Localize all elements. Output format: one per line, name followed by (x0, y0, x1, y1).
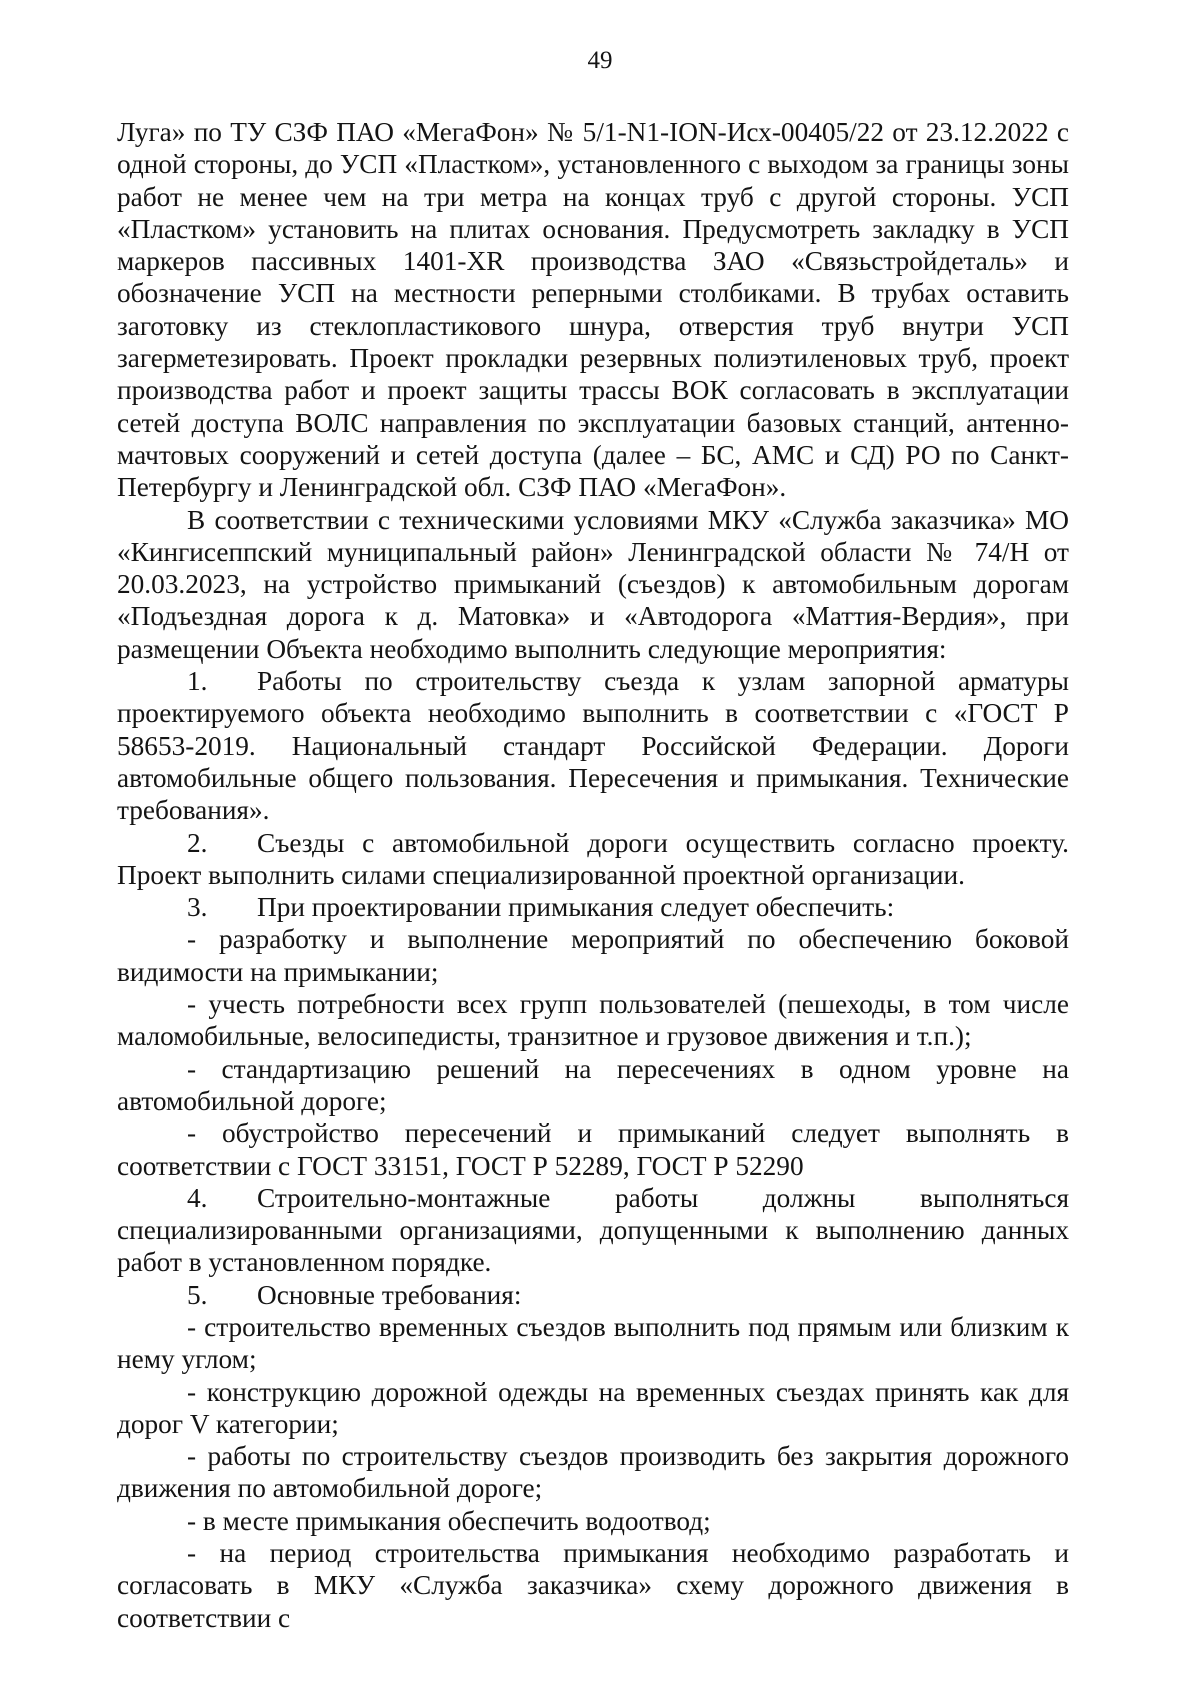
list-item-3 (117, 891, 1069, 923)
bullet-item: - на период строительства примыкания необходимо разработать и согласовать в МКУ «Служба заказчика» схему дорожного движения в соответствии с (117, 1538, 1069, 1633)
list-item-number: 1. (187, 666, 208, 697)
list-item-text: Работы по строительству съезда к узлам запорной арматуры проектируемого объекта необходимо выполнить в соответствии с «ГОСТ Р 58653-2019. Национальный стандарт Российской Федерации. Дороги автомобильные общего пользования. Пересечения и примыкания. Технические требования». (117, 666, 1069, 826)
list-item-number: 5. (187, 1279, 208, 1310)
bullet-item: - учесть потребности всех групп пользователей (пешеходы, в том числе маломобильные, велосипедисты, транзитное и грузовое движения и т.п.); (117, 989, 1069, 1052)
bullet-item: - обустройство пересечений и примыканий следует выполнять в соответствии с ГОСТ 33151, ГОСТ Р 52289, ГОСТ Р 52290 (117, 1118, 1069, 1181)
bullet-item: - стандартизацию решений на пересечениях в одном уровне на автомобильной дороге; (117, 1053, 1069, 1116)
page-number: 49 (587, 47, 613, 74)
bullet-item: - в месте примыкания обеспечить водоотвод; (187, 1505, 711, 1536)
bullet-item: - работы по строительству съездов производить без закрытия дорожного движения по автомобильной дороге; (117, 1441, 1069, 1504)
bullet-item: - разработку и выполнение мероприятий по обеспечению боковой видимости на примыкании; (117, 924, 1069, 987)
list-item-4 (117, 1182, 1069, 1279)
list-item-text: Строительно-монтажные работы должны выполняться специализированными организациями, допущенными к выполнению данных работ в установленном порядке. (117, 1182, 1069, 1278)
list-item-1 (117, 665, 1069, 826)
paragraph-technical-conditions: В соответствии с техническими условиями МКУ «Служба заказчика» МО «Кингисеппский муниципальный район» Ленинградской области № 74/Н от 20.03.2023, на устройство примыканий (съездов) к автомобильным дорогам «Подъездная дорога к д. Матовка» и «Автодорога «Маттия-Вердия», при размещении Объекта необходимо выполнить следующие мероприятия: (117, 504, 1069, 664)
paragraph-continuation: Луга» по ТУ СЗФ ПАО «МегаФон» № 5/1-N1-ION-Исх-00405/22 от 23.12.2022 с одной стороны, до УСП «Пластком», установленного с выходом за границы зоны работ не менее чем на три метра на концах труб с другой стороны. УСП «Пластком» установить на плитах основания. Предусмотреть закладку в УСП маркеров пассивных 1401-XR производства ЗАО «Связьстройдеталь» и обозначение УСП на местности реперными столбиками. В трубах оставить заготовку из стеклопластикового шнура, отверстия труб внутри УСП загерметезировать. Проект прокладки резервных полиэтиленовых труб, проект производства работ и проект защиты трассы ВОК согласовать в эксплуатации сетей доступа ВОЛС направления по эксплуатации базовых станций, антенно-мачтовых сооружений и сетей доступа (далее – БС, АМС и СД) РО по Санкт-Петербургу и Ленинградской обл. СЗФ ПАО «МегаФон». (117, 117, 1069, 503)
document-body (117, 116, 1069, 1634)
bullet-item: - конструкцию дорожной одежды на временных съездах принять как для дорог V категории; (117, 1376, 1069, 1439)
list-item-number: 3. (187, 892, 208, 923)
list-item-number: 4. (187, 1182, 208, 1213)
bullet-item: - строительство временных съездов выполнить под прямым или близким к нему углом; (117, 1311, 1069, 1375)
list-item-text: Основные требования: (257, 1279, 522, 1310)
list-item-text: При проектировании примыкания следует обеспечить: (257, 892, 895, 923)
list-item-5 (117, 1279, 1069, 1311)
list-item-2 (117, 827, 1069, 892)
list-item-number: 2. (187, 827, 208, 858)
list-item-text: Съезды с автомобильной дороги осуществить согласно проекту. Проект выполнить силами специализированной проектной организации. (117, 827, 1069, 890)
